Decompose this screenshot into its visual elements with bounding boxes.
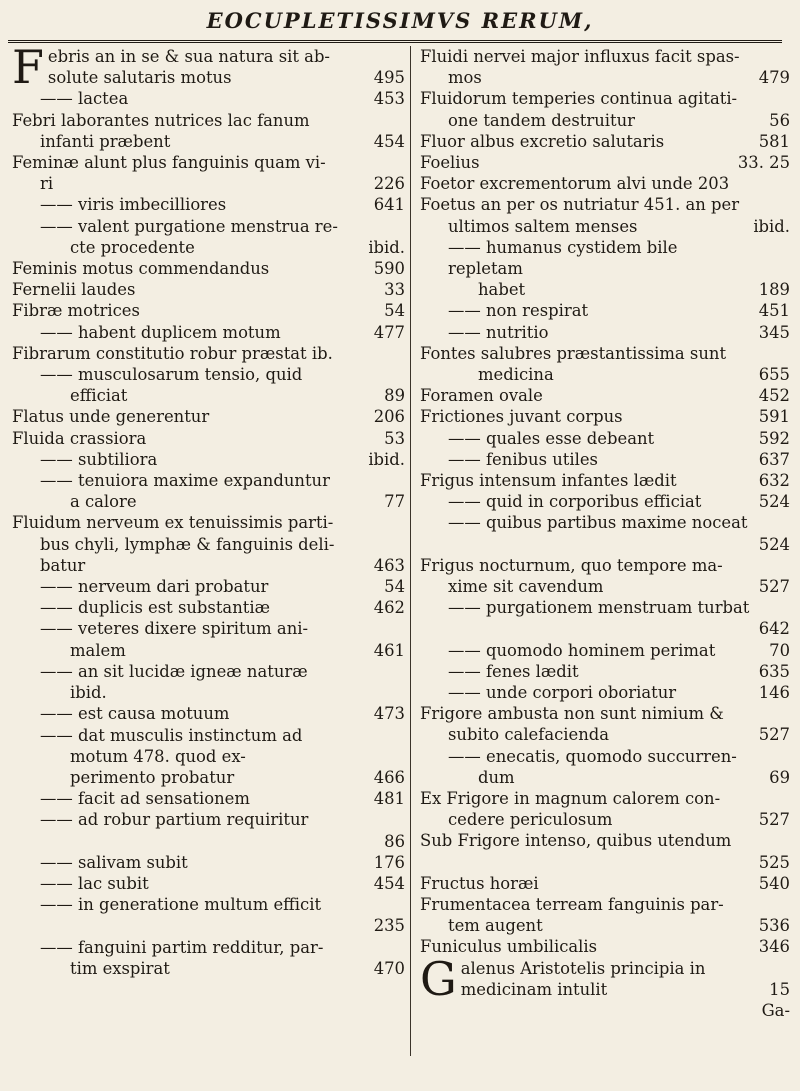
index-entry — [12, 788, 405, 809]
entry-text: Feminis motus commendandus — [12, 259, 270, 279]
page-header: EOCUPLETISSIMVS RERUM, — [206, 8, 594, 33]
entry-text: —— dat musculis instinctum ad — [40, 725, 303, 745]
entry-text: Fibræ motrices — [12, 301, 140, 321]
index-entry — [12, 597, 405, 618]
index-entry — [420, 852, 790, 873]
index-entry — [12, 640, 405, 661]
index-entry — [420, 788, 790, 809]
entry-text: Foramen ovale — [420, 386, 543, 406]
entry-page-number: 462 — [373, 598, 405, 618]
entry-text: Fructus horæi — [420, 873, 539, 893]
entry-page-number: 632 — [758, 471, 790, 491]
entry-text: —— nerveum dari probatur — [40, 577, 269, 597]
index-entry — [12, 576, 405, 597]
entry-page-number: 581 — [758, 131, 790, 151]
entry-text: malem — [70, 640, 126, 660]
entry-text: ri — [40, 174, 54, 194]
entry-text: Febri laborantes nutrices lac fanum — [12, 110, 310, 130]
entry-page-number: 69 — [769, 767, 790, 787]
column-divider — [410, 46, 411, 1056]
entry-page-number: 176 — [373, 852, 405, 872]
index-entry — [420, 428, 790, 449]
index-entry — [12, 809, 405, 830]
index-entry — [12, 322, 405, 343]
index-entry — [12, 88, 405, 109]
entry-text: —— unde corpori oboriatur — [448, 683, 677, 703]
entry-text: —— duplicis est substantiæ — [40, 598, 270, 618]
entry-text: —— tenuiora maxime expanduntur — [40, 471, 330, 491]
entry-text: —— quomodo hominem perimat — [448, 640, 716, 660]
index-entry — [12, 300, 405, 321]
entry-text: one tandem destruitur — [448, 110, 635, 130]
entry-page-number: 642 — [758, 619, 790, 639]
entry-text: Frigore ambusta non sunt nimium & — [420, 704, 724, 724]
entry-page-number: 479 — [758, 68, 790, 88]
entry-text: xime sit cavendum — [448, 577, 604, 597]
entry-text: —— fenibus utiles — [448, 449, 598, 469]
index-entry — [420, 343, 790, 364]
entry-text: —— salivam subit — [40, 852, 188, 872]
entry-text: Fluidi nervei major influxus facit spas- — [420, 47, 740, 66]
index-entry — [12, 406, 405, 427]
index-entry — [12, 491, 405, 512]
entry-page-number: 527 — [758, 577, 790, 597]
entry-text: Fibrarum constitutio robur præstat ib. — [12, 343, 333, 363]
entry-text: —— quid in corporibus efficiat — [448, 492, 702, 512]
entry-page-number: 15 — [769, 979, 790, 999]
entry-page-number: 452 — [758, 386, 790, 406]
index-entry — [12, 725, 405, 746]
index-entry — [420, 534, 790, 555]
left-column — [12, 40, 405, 979]
entry-page-number: 495 — [373, 68, 405, 88]
index-entry — [12, 173, 405, 194]
entry-text: alenus Aristotelis principia in — [460, 958, 706, 978]
index-entry — [420, 322, 790, 343]
index-entry — [420, 1000, 790, 1021]
entry-text: a calore — [70, 492, 137, 512]
entry-text: Frigus nocturnum, quo tempore ma- — [420, 555, 723, 575]
entry-text: —— non respirat — [448, 301, 589, 321]
index-entry — [420, 216, 790, 237]
entry-text: dum — [478, 767, 515, 787]
entry-page-number: 89 — [384, 386, 405, 406]
entry-text: solute salutaris motus — [47, 68, 232, 88]
index-entry — [12, 279, 405, 300]
index-entry — [420, 746, 790, 767]
entry-text: —— purgationem menstruam turbat — [448, 598, 750, 618]
entry-page-number: 635 — [758, 661, 790, 681]
drop-cap: F — [12, 40, 44, 94]
index-entry — [420, 936, 790, 957]
entry-page-number: 477 — [373, 322, 405, 342]
entry-page-number: 454 — [373, 873, 405, 893]
index-entry — [420, 279, 790, 300]
entry-text: bus chyli, lymphæ & fanguinis deli- — [40, 534, 335, 554]
entry-text: —— an sit lucidæ igneæ naturæ — [40, 661, 308, 681]
entry-text: efficiat — [70, 386, 128, 406]
index-entry — [420, 364, 790, 385]
entry-page-number: 590 — [373, 259, 405, 279]
index-entry — [420, 385, 790, 406]
entry-page-number: 637 — [758, 449, 790, 469]
entry-text: perimento probatur — [70, 767, 235, 787]
entry-text: —— habent duplicem motum — [40, 322, 281, 342]
entry-text: —— nutritio — [448, 322, 549, 342]
index-entry — [420, 873, 790, 894]
entry-page-number: 54 — [384, 301, 405, 321]
entry-page-number: 53 — [384, 428, 405, 448]
entry-text: —— humanus cystidem bile repletam — [448, 237, 678, 279]
entry-page-number: 70 — [769, 640, 790, 660]
drop-cap: G — [420, 951, 457, 1006]
entry-text: ibid. — [70, 683, 107, 703]
entry-page-number: 86 — [384, 831, 405, 851]
entry-text: Fluor albus excretio salutaris — [420, 131, 665, 151]
entry-text: Foetor excrementorum alvi unde 203 — [420, 174, 730, 194]
entry-text: Frictiones juvant corpus — [420, 407, 623, 427]
entry-page-number: 641 — [373, 195, 405, 215]
entry-page-number: 54 — [384, 577, 405, 597]
entry-text: —— quibus partibus maxime noceat — [448, 513, 748, 533]
entry-text: —— lac subit — [40, 873, 149, 893]
index-entry — [420, 830, 790, 851]
index-entry — [12, 873, 405, 894]
index-entry — [420, 46, 790, 67]
index-entry — [420, 661, 790, 682]
entry-text: —— fanguini partim redditur, par- — [40, 937, 324, 957]
index-entry — [12, 449, 405, 470]
entry-page-number: ibid. — [753, 216, 790, 236]
entry-text: medicina — [478, 365, 554, 385]
index-entry — [12, 131, 405, 152]
index-entry — [420, 110, 790, 131]
index-entry — [12, 258, 405, 279]
entry-text: ebris an in se & sua natura sit ab- — [47, 47, 330, 66]
entry-text: —— ad robur partium requiritur — [40, 810, 309, 830]
entry-text: —— in generatione multum efficit — [40, 895, 322, 915]
entry-page-number: 591 — [758, 407, 790, 427]
index-entry — [12, 428, 405, 449]
index-entry — [12, 385, 405, 406]
index-entry — [12, 364, 405, 385]
entry-page-number: 466 — [373, 767, 405, 787]
entry-text: Sub Frigore intenso, quibus utendum — [420, 831, 732, 851]
index-entry — [12, 194, 405, 215]
index-entry — [420, 767, 790, 788]
entry-text: habet — [478, 280, 526, 300]
entry-text: —— enecatis, quomodo succurren- — [448, 746, 737, 766]
index-entry — [420, 576, 790, 597]
entry-page-number: 454 — [373, 131, 405, 151]
entry-page-number: 189 — [758, 280, 790, 300]
entry-text: —— facit ad sensationem — [40, 789, 250, 809]
entry-page-number: 592 — [758, 428, 790, 448]
entry-text: cte procedente — [70, 237, 195, 257]
entry-text: —— est causa motuum — [40, 704, 230, 724]
index-entry — [12, 216, 405, 237]
index-entry — [420, 597, 790, 618]
entry-page-number: 206 — [373, 407, 405, 427]
entry-text: cedere periculosum — [448, 810, 613, 830]
entry-page-number: 345 — [758, 322, 790, 342]
index-entry — [420, 406, 790, 427]
index-entry — [420, 491, 790, 512]
index-entry — [420, 809, 790, 830]
entry-text: Flatus unde generentur — [12, 407, 210, 427]
entry-text: Foetus an per os nutriatur 451. an per — [420, 195, 740, 215]
index-entry — [420, 88, 790, 109]
entry-text: ultimos saltem menses — [448, 216, 638, 236]
entry-text: Fluidorum temperies continua agitati- — [420, 89, 738, 109]
entry-page-number: 451 — [758, 301, 790, 321]
header-rule — [8, 40, 782, 43]
entry-text: Foelius — [420, 153, 480, 173]
entry-page-number: Ga- — [761, 1001, 790, 1021]
index-entry — [420, 470, 790, 491]
entry-text: Fernelii laudes — [12, 280, 136, 300]
entry-page-number: 33. 25 — [737, 153, 790, 173]
index-entry — [12, 534, 405, 555]
entry-page-number: 525 — [758, 852, 790, 872]
index-entry — [12, 937, 405, 958]
entry-text: —— subtiliora — [40, 449, 158, 469]
entry-page-number: 470 — [373, 958, 405, 978]
index-entry — [12, 894, 405, 915]
entry-text: —— quales esse debeant — [448, 428, 655, 448]
entry-text: —— veteres dixere spiritum ani- — [40, 619, 309, 639]
entry-text: medicinam intulit — [460, 979, 608, 999]
index-entry — [420, 894, 790, 915]
entry-page-number: 527 — [758, 725, 790, 745]
index-entry — [12, 618, 405, 639]
index-entry — [420, 173, 790, 194]
entry-page-number: ibid. — [368, 449, 405, 469]
index-entry — [12, 852, 405, 873]
entry-page-number: 33 — [384, 280, 405, 300]
index-entry — [420, 915, 790, 936]
entry-text: tem augent — [448, 916, 543, 936]
entry-page-number: 481 — [373, 789, 405, 809]
index-entry — [420, 237, 790, 279]
index-entry — [420, 152, 790, 173]
entry-text: Fontes salubres præstantissima sunt — [420, 343, 727, 363]
entry-page-number: 453 — [373, 89, 405, 109]
entry-text: Feminæ alunt plus fanguinis quam vi- — [12, 153, 326, 173]
entry-text: Funiculus umbilicalis — [420, 937, 598, 957]
index-entry — [420, 512, 790, 533]
index-entry — [420, 131, 790, 152]
entry-page-number: 463 — [373, 555, 405, 575]
entry-page-number: 527 — [758, 810, 790, 830]
index-entry — [420, 682, 790, 703]
index-entry — [12, 958, 405, 979]
entry-text: —— fenes lædit — [448, 661, 579, 681]
index-entry — [12, 767, 405, 788]
entry-page-number: 226 — [373, 174, 405, 194]
index-entry — [420, 640, 790, 661]
index-entry — [12, 661, 405, 682]
entry-text: motum 478. quod ex- — [70, 746, 246, 766]
entry-page-number: 146 — [758, 683, 790, 703]
index-entry — [12, 67, 405, 88]
entry-text: Frumentacea terream fanguinis par- — [420, 895, 724, 915]
right-column — [420, 46, 790, 1021]
entry-page-number: 235 — [373, 916, 405, 936]
index-entry — [420, 67, 790, 88]
entry-text: —— lactea — [40, 89, 129, 109]
entry-page-number: ibid. — [368, 237, 405, 257]
index-entry — [420, 300, 790, 321]
entry-page-number: 655 — [758, 365, 790, 385]
index-entry — [12, 110, 405, 131]
index-entry — [12, 343, 405, 364]
entry-page-number: 461 — [373, 640, 405, 660]
entry-page-number: 346 — [758, 937, 790, 957]
index-entry — [420, 555, 790, 576]
entry-text: infanti præbent — [40, 131, 171, 151]
index-entry — [420, 194, 790, 215]
entry-text: —— viris imbecilliores — [40, 195, 227, 215]
entry-page-number: 536 — [758, 916, 790, 936]
index-entry — [420, 618, 790, 639]
entry-page-number: 473 — [373, 704, 405, 724]
entry-text: —— valent purgatione menstrua re- — [40, 216, 338, 236]
entry-text: tim exspirat — [70, 958, 170, 978]
entry-page-number: 524 — [758, 534, 790, 554]
entry-text: batur — [40, 555, 86, 575]
entry-text: Fluidum nerveum ex tenuissimis parti- — [12, 513, 334, 533]
index-entry — [12, 152, 405, 173]
index-entry — [12, 237, 405, 258]
index-entry — [420, 724, 790, 745]
entry-text: Ex Frigore in magnum calorem con- — [420, 789, 721, 809]
index-entry — [12, 831, 405, 852]
entry-text: Fluida crassiora — [12, 428, 147, 448]
entry-text: Frigus intensum infantes lædit — [420, 471, 677, 491]
index-entry — [12, 555, 405, 576]
entry-page-number: 77 — [384, 492, 405, 512]
entry-page-number: 540 — [758, 873, 790, 893]
index-entry — [420, 449, 790, 470]
index-entry — [12, 682, 405, 703]
entry-page-number: 524 — [758, 492, 790, 512]
index-entry — [12, 746, 405, 767]
index-entry — [12, 512, 405, 533]
entry-page-number: 56 — [769, 110, 790, 130]
entry-text: —— musculosarum tensio, quid — [40, 365, 303, 385]
index-entry — [420, 703, 790, 724]
index-entry — [12, 915, 405, 936]
index-entry — [12, 703, 405, 724]
index-entry — [12, 470, 405, 491]
entry-text: subito calefacienda — [448, 725, 610, 745]
index-entry — [420, 979, 790, 1000]
entry-text: mos — [448, 68, 482, 88]
